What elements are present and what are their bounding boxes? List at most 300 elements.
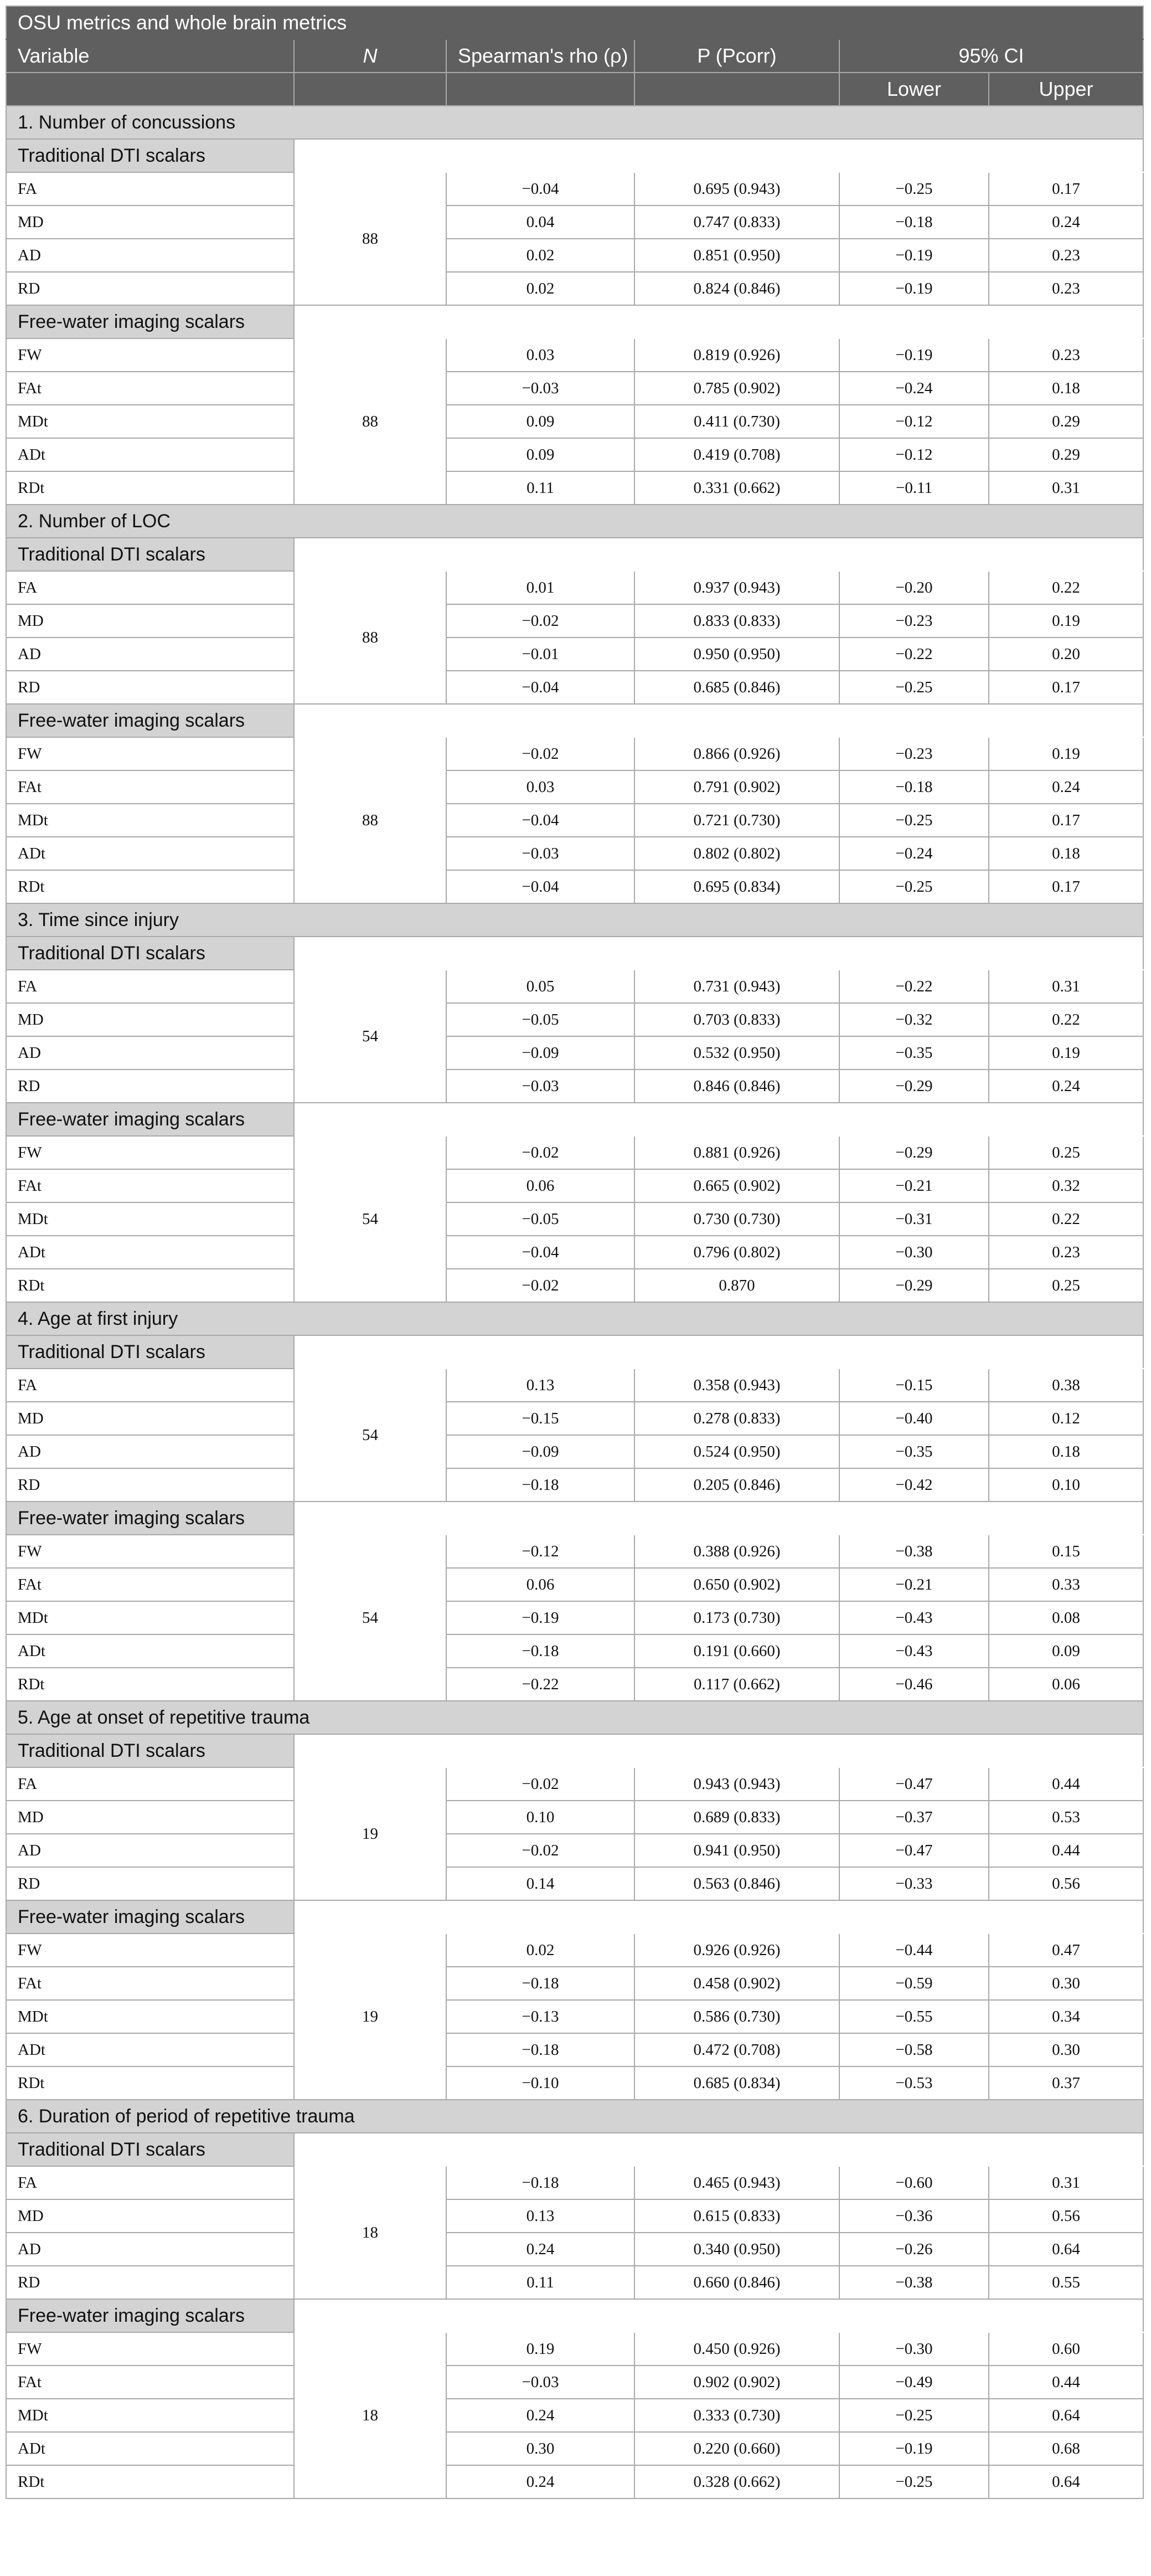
table-row	[6, 1801, 1143, 1834]
ci-upper-cell: 0.22	[989, 1202, 1143, 1236]
group-row	[6, 305, 1143, 338]
rho-cell: −0.04	[446, 671, 634, 704]
metric-cell: AD	[6, 1036, 294, 1070]
p-cell: 0.388 (0.926)	[634, 1535, 839, 1568]
p-cell: 0.358 (0.943)	[634, 1369, 839, 1402]
ci-upper-cell: 0.19	[989, 737, 1143, 770]
col-header-variable: Variable	[6, 39, 294, 73]
metric-cell: RD	[6, 1070, 294, 1103]
ci-upper-cell: 0.18	[989, 837, 1143, 870]
metric-cell: RD	[6, 2266, 294, 2299]
p-cell: 0.881 (0.926)	[634, 1136, 839, 1169]
ci-lower-cell: −0.58	[839, 2033, 989, 2066]
table-row	[6, 837, 1143, 870]
metric-cell: FAt	[6, 1967, 294, 2000]
metric-cell: RD	[6, 1867, 294, 1900]
ci-lower-cell: −0.43	[839, 1601, 989, 1634]
p-cell: 0.685 (0.834)	[634, 2066, 839, 2100]
table-row	[6, 2199, 1143, 2233]
variable-row	[6, 1302, 1143, 1335]
p-cell: 0.458 (0.902)	[634, 1967, 839, 2000]
ci-lower-cell: −0.60	[839, 2166, 989, 2199]
n-cell: 18	[294, 2166, 446, 2299]
metric-cell: ADt	[6, 438, 294, 471]
metric-cell: MD	[6, 1801, 294, 1834]
ci-upper-cell: 0.10	[989, 1468, 1143, 1502]
p-cell: 0.278 (0.833)	[634, 1402, 839, 1435]
metric-cell: FA	[6, 1767, 294, 1801]
metric-cell: RDt	[6, 1668, 294, 1701]
metric-cell: MD	[6, 1402, 294, 1435]
rho-cell: 0.19	[446, 2332, 634, 2366]
p-cell: 0.785 (0.902)	[634, 372, 839, 405]
table-row	[6, 2399, 1143, 2432]
group-row	[6, 1335, 1143, 1369]
group-row	[6, 1900, 1143, 1934]
group-label: Free-water imaging scalars	[6, 1502, 294, 1535]
n-cell: 88	[294, 737, 446, 903]
metric-cell: FA	[6, 970, 294, 1003]
rho-cell: −0.10	[446, 2066, 634, 2100]
ci-lower-cell: −0.35	[839, 1036, 989, 1070]
p-cell: 0.721 (0.730)	[634, 804, 839, 837]
metric-cell: RD	[6, 671, 294, 704]
ci-lower-cell: −0.11	[839, 471, 989, 505]
table-row	[6, 1535, 1143, 1568]
rho-cell: 0.11	[446, 471, 634, 505]
ci-lower-cell: −0.19	[839, 2432, 989, 2465]
group-row	[6, 2133, 1143, 2166]
rho-cell: 0.13	[446, 1369, 634, 1402]
ci-lower-cell: −0.22	[839, 970, 989, 1003]
metric-cell: MDt	[6, 804, 294, 837]
table-row	[6, 2332, 1143, 2366]
table-row	[6, 1236, 1143, 1269]
table-row	[6, 1867, 1143, 1900]
rho-cell: −0.05	[446, 1003, 634, 1036]
ci-lower-cell: −0.26	[839, 2233, 989, 2266]
p-cell: 0.866 (0.926)	[634, 737, 839, 770]
p-cell: 0.615 (0.833)	[634, 2199, 839, 2233]
ci-lower-cell: −0.24	[839, 372, 989, 405]
p-cell: 0.819 (0.926)	[634, 338, 839, 372]
ci-lower-cell: −0.24	[839, 837, 989, 870]
p-cell: 0.689 (0.833)	[634, 1801, 839, 1834]
group-label: Free-water imaging scalars	[6, 1900, 294, 1934]
table-row	[6, 970, 1143, 1003]
table-body	[6, 6, 1143, 2498]
group-label: Free-water imaging scalars	[6, 704, 294, 737]
ci-lower-cell: −0.37	[839, 1801, 989, 1834]
metric-cell: MD	[6, 1003, 294, 1036]
rho-cell: 0.30	[446, 2432, 634, 2465]
rho-cell: −0.05	[446, 1202, 634, 1236]
rho-cell: 0.10	[446, 1801, 634, 1834]
rho-cell: 0.02	[446, 1934, 634, 1967]
table-row	[6, 2366, 1143, 2399]
ci-upper-cell: 0.23	[989, 338, 1143, 372]
rho-cell: −0.02	[446, 1136, 634, 1169]
subheader-empty	[6, 73, 294, 106]
metric-cell: RDt	[6, 1269, 294, 1302]
table-row	[6, 1967, 1143, 2000]
ci-lower-cell: −0.38	[839, 1535, 989, 1568]
metric-cell: FAt	[6, 770, 294, 804]
p-cell: 0.117 (0.662)	[634, 1668, 839, 1701]
p-cell: 0.205 (0.846)	[634, 1468, 839, 1502]
rho-cell: −0.04	[446, 172, 634, 205]
title-row	[6, 6, 1143, 39]
table-row	[6, 737, 1143, 770]
p-cell: 0.532 (0.950)	[634, 1036, 839, 1070]
p-cell: 0.824 (0.846)	[634, 272, 839, 305]
ci-upper-cell: 0.44	[989, 1834, 1143, 1867]
metric-cell: ADt	[6, 1236, 294, 1269]
table-row	[6, 1202, 1143, 1236]
metric-cell: AD	[6, 637, 294, 671]
metric-cell: AD	[6, 1435, 294, 1468]
ci-upper-cell: 0.23	[989, 1236, 1143, 1269]
table-row	[6, 770, 1143, 804]
ci-lower-cell: −0.43	[839, 1634, 989, 1668]
table-row	[6, 2233, 1143, 2266]
ci-upper-cell: 0.30	[989, 1967, 1143, 2000]
group-row	[6, 538, 1143, 571]
variable-row	[6, 1701, 1143, 1734]
group-spacer	[294, 1900, 1143, 1934]
metric-cell: FW	[6, 2332, 294, 2366]
p-cell: 0.340 (0.950)	[634, 2233, 839, 2266]
p-cell: 0.465 (0.943)	[634, 2166, 839, 2199]
table-row	[6, 1767, 1143, 1801]
group-label: Free-water imaging scalars	[6, 1103, 294, 1136]
group-spacer	[294, 305, 1143, 338]
n-cell: 54	[294, 1535, 446, 1701]
ci-lower-cell: −0.35	[839, 1435, 989, 1468]
group-label: Traditional DTI scalars	[6, 937, 294, 970]
table-row	[6, 471, 1143, 505]
ci-upper-cell: 0.18	[989, 372, 1143, 405]
table-row	[6, 1634, 1143, 1668]
ci-lower-cell: −0.33	[839, 1867, 989, 1900]
ci-upper-cell: 0.18	[989, 1435, 1143, 1468]
table-row	[6, 604, 1143, 637]
ci-lower-cell: −0.12	[839, 405, 989, 438]
metric-cell: FAt	[6, 2366, 294, 2399]
rho-cell: −0.01	[446, 637, 634, 671]
rho-cell: −0.04	[446, 870, 634, 903]
metric-cell: FA	[6, 1369, 294, 1402]
ci-upper-cell: 0.17	[989, 870, 1143, 903]
ci-lower-cell: −0.44	[839, 1934, 989, 1967]
variable-label: 3. Time since injury	[6, 903, 1143, 937]
ci-lower-cell: −0.21	[839, 1568, 989, 1601]
ci-upper-cell: 0.38	[989, 1369, 1143, 1402]
rho-cell: −0.12	[446, 1535, 634, 1568]
ci-upper-cell: 0.06	[989, 1668, 1143, 1701]
table-row	[6, 571, 1143, 604]
rho-cell: −0.22	[446, 1668, 634, 1701]
table-row	[6, 1269, 1143, 1302]
group-spacer	[294, 139, 1143, 172]
results-table	[6, 6, 1144, 2499]
p-cell: 0.731 (0.943)	[634, 970, 839, 1003]
ci-lower-cell: −0.25	[839, 671, 989, 704]
p-cell: 0.802 (0.802)	[634, 837, 839, 870]
p-cell: 0.870	[634, 1269, 839, 1302]
p-cell: 0.450 (0.926)	[634, 2332, 839, 2366]
group-spacer	[294, 1734, 1143, 1767]
rho-cell: −0.02	[446, 604, 634, 637]
table-row	[6, 239, 1143, 272]
rho-cell: −0.02	[446, 1767, 634, 1801]
ci-upper-cell: 0.17	[989, 172, 1143, 205]
ci-upper-cell: 0.23	[989, 272, 1143, 305]
ci-upper-cell: 0.19	[989, 604, 1143, 637]
table-row	[6, 1834, 1143, 1867]
group-label: Free-water imaging scalars	[6, 305, 294, 338]
group-label: Traditional DTI scalars	[6, 1734, 294, 1767]
rho-cell: 0.02	[446, 272, 634, 305]
n-cell: 54	[294, 1136, 446, 1302]
rho-cell: −0.18	[446, 1468, 634, 1502]
group-label: Traditional DTI scalars	[6, 2133, 294, 2166]
rho-cell: −0.04	[446, 1236, 634, 1269]
ci-lower-cell: −0.36	[839, 2199, 989, 2233]
ci-lower-cell: −0.40	[839, 1402, 989, 1435]
metric-cell: MD	[6, 2199, 294, 2233]
p-cell: 0.937 (0.943)	[634, 571, 839, 604]
table-row	[6, 1568, 1143, 1601]
ci-lower-cell: −0.49	[839, 2366, 989, 2399]
p-cell: 0.586 (0.730)	[634, 2000, 839, 2033]
ci-upper-cell: 0.25	[989, 1136, 1143, 1169]
rho-cell: −0.15	[446, 1402, 634, 1435]
metric-cell: FW	[6, 1934, 294, 1967]
ci-lower-cell: −0.53	[839, 2066, 989, 2100]
metric-cell: RD	[6, 1468, 294, 1502]
table-row	[6, 1003, 1143, 1036]
metric-cell: MDt	[6, 1601, 294, 1634]
n-cell: 54	[294, 1369, 446, 1502]
ci-lower-cell: −0.38	[839, 2266, 989, 2299]
metric-cell: ADt	[6, 2432, 294, 2465]
table-row	[6, 804, 1143, 837]
n-cell: 88	[294, 338, 446, 505]
table-row	[6, 1435, 1143, 1468]
metric-cell: MDt	[6, 2399, 294, 2432]
ci-upper-cell: 0.24	[989, 205, 1143, 239]
group-spacer	[294, 937, 1143, 970]
table-title: OSU metrics and whole brain metrics	[6, 6, 1143, 39]
rho-cell: −0.19	[446, 1601, 634, 1634]
p-cell: 0.950 (0.950)	[634, 637, 839, 671]
rho-cell: 0.06	[446, 1169, 634, 1202]
p-cell: 0.524 (0.950)	[634, 1435, 839, 1468]
group-row	[6, 2299, 1143, 2332]
p-cell: 0.563 (0.846)	[634, 1867, 839, 1900]
ci-upper-cell: 0.44	[989, 2366, 1143, 2399]
p-cell: 0.695 (0.834)	[634, 870, 839, 903]
metric-cell: AD	[6, 239, 294, 272]
ci-lower-cell: −0.25	[839, 2399, 989, 2432]
metric-cell: ADt	[6, 2033, 294, 2066]
subheader-empty	[294, 73, 446, 106]
p-cell: 0.328 (0.662)	[634, 2465, 839, 2498]
group-label: Free-water imaging scalars	[6, 2299, 294, 2332]
ci-lower-cell: −0.23	[839, 604, 989, 637]
subheader-empty	[634, 73, 839, 106]
p-cell: 0.703 (0.833)	[634, 1003, 839, 1036]
ci-upper-cell: 0.47	[989, 1934, 1143, 1967]
subheader-row	[6, 73, 1143, 106]
p-cell: 0.943 (0.943)	[634, 1767, 839, 1801]
table-row	[6, 1402, 1143, 1435]
subheader-empty	[446, 73, 634, 106]
variable-label: 2. Number of LOC	[6, 505, 1143, 538]
variable-row	[6, 903, 1143, 937]
table-row	[6, 671, 1143, 704]
n-cell: 19	[294, 1767, 446, 1900]
ci-upper-cell: 0.09	[989, 1634, 1143, 1668]
ci-upper-cell: 0.64	[989, 2465, 1143, 2498]
ci-upper-cell: 0.19	[989, 1036, 1143, 1070]
rho-cell: −0.13	[446, 2000, 634, 2033]
p-cell: 0.472 (0.708)	[634, 2033, 839, 2066]
col-header-n: N	[294, 39, 446, 73]
ci-lower-cell: −0.25	[839, 804, 989, 837]
table-row	[6, 1136, 1143, 1169]
table-row	[6, 2033, 1143, 2066]
col-header-p: P (Pcorr)	[634, 39, 839, 73]
group-row	[6, 1734, 1143, 1767]
metric-cell: FW	[6, 1136, 294, 1169]
ci-upper-cell: 0.56	[989, 1867, 1143, 1900]
n-cell: 88	[294, 571, 446, 704]
rho-cell: −0.02	[446, 1269, 634, 1302]
metric-cell: RD	[6, 272, 294, 305]
p-cell: 0.695 (0.943)	[634, 172, 839, 205]
rho-cell: −0.03	[446, 2366, 634, 2399]
ci-lower-cell: −0.30	[839, 2332, 989, 2366]
table-row	[6, 172, 1143, 205]
table-row	[6, 1070, 1143, 1103]
p-cell: 0.833 (0.833)	[634, 604, 839, 637]
ci-lower-cell: −0.20	[839, 571, 989, 604]
rho-cell: −0.18	[446, 1634, 634, 1668]
metric-cell: ADt	[6, 837, 294, 870]
ci-lower-cell: −0.15	[839, 1369, 989, 1402]
ci-upper-cell: 0.37	[989, 2066, 1143, 2100]
p-cell: 0.747 (0.833)	[634, 205, 839, 239]
rho-cell: −0.18	[446, 1967, 634, 2000]
metric-cell: FW	[6, 338, 294, 372]
rho-cell: 0.09	[446, 405, 634, 438]
rho-cell: −0.02	[446, 1834, 634, 1867]
ci-upper-cell: 0.68	[989, 2432, 1143, 2465]
ci-upper-cell: 0.17	[989, 671, 1143, 704]
ci-upper-cell: 0.29	[989, 438, 1143, 471]
rho-cell: 0.02	[446, 239, 634, 272]
metric-cell: MDt	[6, 1202, 294, 1236]
p-cell: 0.333 (0.730)	[634, 2399, 839, 2432]
ci-lower-cell: −0.25	[839, 2465, 989, 2498]
ci-lower-cell: −0.23	[839, 737, 989, 770]
metric-cell: AD	[6, 1834, 294, 1867]
rho-cell: −0.03	[446, 372, 634, 405]
n-cell: 54	[294, 970, 446, 1103]
metric-cell: ADt	[6, 1634, 294, 1668]
table-row	[6, 1169, 1143, 1202]
ci-upper-cell: 0.08	[989, 1601, 1143, 1634]
table-row	[6, 405, 1143, 438]
metric-cell: RDt	[6, 2066, 294, 2100]
ci-upper-cell: 0.15	[989, 1535, 1143, 1568]
rho-cell: 0.11	[446, 2266, 634, 2299]
metric-cell: FA	[6, 172, 294, 205]
p-cell: 0.173 (0.730)	[634, 1601, 839, 1634]
ci-upper-cell: 0.17	[989, 804, 1143, 837]
rho-cell: −0.09	[446, 1036, 634, 1070]
ci-lower-cell: −0.31	[839, 1202, 989, 1236]
ci-upper-cell: 0.60	[989, 2332, 1143, 2366]
metric-cell: RDt	[6, 870, 294, 903]
ci-lower-cell: −0.30	[839, 1236, 989, 1269]
metric-cell: MDt	[6, 405, 294, 438]
ci-upper-cell: 0.22	[989, 1003, 1143, 1036]
rho-cell: −0.02	[446, 737, 634, 770]
ci-upper-cell: 0.20	[989, 637, 1143, 671]
table-row	[6, 2066, 1143, 2100]
metric-cell: FW	[6, 1535, 294, 1568]
group-row	[6, 704, 1143, 737]
metric-cell: MD	[6, 604, 294, 637]
ci-lower-cell: −0.22	[839, 637, 989, 671]
p-cell: 0.851 (0.950)	[634, 239, 839, 272]
table-row	[6, 1468, 1143, 1502]
n-cell: 88	[294, 172, 446, 305]
p-cell: 0.191 (0.660)	[634, 1634, 839, 1668]
variable-label: 4. Age at first injury	[6, 1302, 1143, 1335]
ci-upper-cell: 0.55	[989, 2266, 1143, 2299]
group-label: Traditional DTI scalars	[6, 1335, 294, 1369]
group-spacer	[294, 2133, 1143, 2166]
ci-upper-cell: 0.31	[989, 970, 1143, 1003]
variable-row	[6, 2100, 1143, 2133]
ci-lower-cell: −0.59	[839, 1967, 989, 2000]
ci-lower-cell: −0.47	[839, 1834, 989, 1867]
table-row	[6, 637, 1143, 671]
ci-upper-cell: 0.31	[989, 471, 1143, 505]
p-cell: 0.846 (0.846)	[634, 1070, 839, 1103]
ci-lower-cell: −0.42	[839, 1468, 989, 1502]
ci-lower-cell: −0.18	[839, 205, 989, 239]
table-row	[6, 2000, 1143, 2033]
ci-upper-cell: 0.25	[989, 1269, 1143, 1302]
rho-cell: 0.13	[446, 2199, 634, 2233]
ci-lower-cell: −0.32	[839, 1003, 989, 1036]
table-row	[6, 2432, 1143, 2465]
rho-cell: −0.04	[446, 804, 634, 837]
rho-cell: 0.09	[446, 438, 634, 471]
ci-lower-cell: −0.29	[839, 1070, 989, 1103]
table-row	[6, 372, 1143, 405]
ci-upper-cell: 0.12	[989, 1402, 1143, 1435]
metric-cell: FW	[6, 737, 294, 770]
ci-upper-cell: 0.29	[989, 405, 1143, 438]
p-cell: 0.926 (0.926)	[634, 1934, 839, 1967]
p-cell: 0.419 (0.708)	[634, 438, 839, 471]
